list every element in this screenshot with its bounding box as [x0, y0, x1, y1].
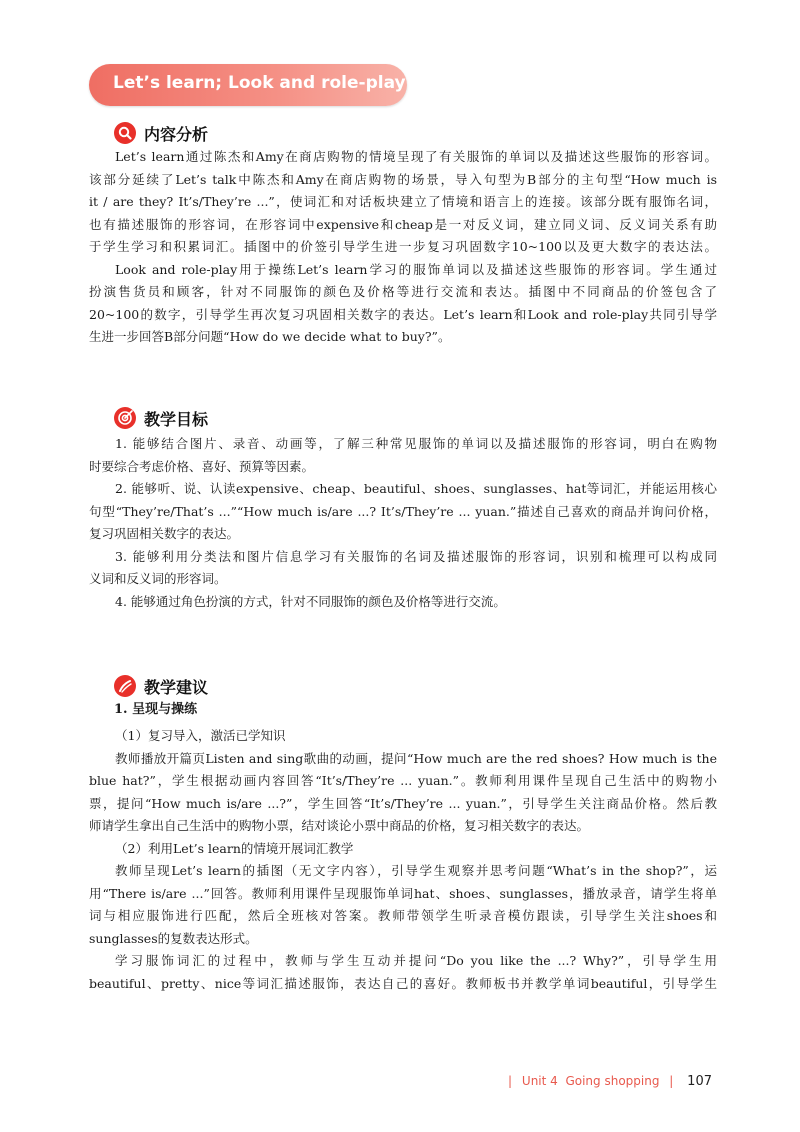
suggestion-line: 学习服饰词汇的过程中，教师与学生互动并提问“Do you like the ...? Why?”，引导学生用	[115, 953, 717, 968]
suggestion-line: 教师呈现Let’s learn的插图（无文字内容），引导学生观察并思考问题“What’s in the shop?”，运	[115, 863, 717, 878]
objective-line: 义词和反义词的形容词。	[89, 571, 227, 586]
objective-line: 时要综合考虑价格、喜好、预算等因素。	[89, 458, 315, 474]
objective-line: 句型“They’re/That’s ...”“How much is/are ...? It’s/They’re ... yuan.”描述自己喜欢的商品并询问价格，	[89, 503, 717, 519]
analysis-line: 生进一步回答B部分问题“How do we decide what to buy?”。	[89, 329, 451, 344]
suggestions-title: 教学建议	[144, 677, 209, 697]
objectives-body	[89, 433, 717, 613]
suggestion-line: （1）复习导入，激活已学知识	[115, 728, 286, 743]
page-footer	[0, 1074, 712, 1089]
footer-separator: |	[508, 1074, 513, 1088]
analysis-line: Let’s learn通过陈杰和Amy在商店购物的情境呈现了有关服饰的单词以及描述这些服饰的形容词。	[115, 149, 717, 164]
suggestions-heading	[114, 674, 208, 698]
page-number: 107	[687, 1074, 712, 1089]
suggestion-line: 词与相应服饰进行匹配，然后全班核对答案。教师带领学生听录音模仿跟读，引导学生关注shoes和	[89, 908, 717, 923]
objective-line: 3. 能够利用分类法和图片信息学习有关服饰的名词及描述服饰的形容词，识别和梳理可以构成同	[115, 548, 717, 564]
objective-line: 2. 能够听、说、认读expensive、cheap、beautiful、shoes、sunglasses、hat等词汇，并能运用核心	[115, 481, 717, 496]
analysis-line: 扮演售货员和顾客，针对不同服饰的颜色及价格等进行交流和表达。插图中不同商品的价签包含了	[89, 284, 717, 299]
analysis-line: 也有描述服饰的形容词，在形容词中expensive和cheap是一对反义词，建立同义词、反义词关系有助	[89, 216, 717, 232]
suggestion-line: sunglasses的复数表达形式。	[89, 930, 258, 946]
suggestion-line: 师请学生拿出自己生活中的购物小票，结对谈论小票中商品的价格，复习相关数字的表达。	[89, 818, 590, 833]
footer-unit-title: Going shopping	[565, 1074, 660, 1088]
analysis-body	[89, 146, 717, 349]
suggestions-body	[89, 725, 717, 995]
footer-unit	[522, 1074, 660, 1088]
target-icon	[114, 407, 136, 429]
footer-unit-label: Unit 4	[521, 1074, 558, 1088]
suggestion-line: blue hat?”，学生根据动画内容回答“It’s/They’re ... yuan.”。教师利用课件呈现自己生活中的购物小	[89, 773, 717, 788]
objective-line: 复习巩固相关数字的表达。	[89, 526, 240, 541]
banner-title: Let’s learn; Look and role-play	[113, 73, 406, 93]
suggestion-line: 用“There is/are ...”回答。教师利用课件呈现服饰单词hat、shoes、sunglasses，播放录音，请学生将单	[89, 885, 717, 901]
footer-separator: |	[669, 1074, 674, 1088]
analysis-line: 该部分延续了Let’s talk中陈杰和Amy在商店购物的场景，导入句型为B部分的主句型“How much is	[89, 171, 717, 187]
suggestion-line: （2）利用Let’s learn的情境开展词汇教学	[115, 840, 354, 856]
objectives-title: 教学目标	[144, 409, 209, 429]
suggestions-subheading: 1. 呈现与操练	[114, 702, 198, 717]
suggestion-line: beautiful、pretty、nice等词汇描述服饰，表达自己的喜好。教师板书并教学单词beautiful，引导学生	[89, 975, 717, 991]
analysis-title: 内容分析	[144, 124, 209, 144]
objective-line: 1. 能够结合图片、录音、动画等，了解三种常见服饰的单词以及描述服饰的形容词，明白在购物	[115, 436, 717, 451]
analysis-line: Look and role-play用于操练Let’s learn学习的服饰单词以及描述这些服饰的形容词。学生通过	[115, 261, 717, 277]
magnifier-icon	[114, 122, 136, 144]
pen-icon	[114, 675, 136, 697]
suggestion-line: 教师播放开篇页Listen and sing歌曲的动画，提问“How much are the red shoes? How much is the	[115, 750, 717, 766]
section-banner	[89, 64, 407, 106]
objectives-heading	[114, 406, 208, 430]
analysis-line: 于学生学习和积累词汇。插图中的价签引导学生进一步复习巩固数字10~100以及更大数字的表达法。	[89, 239, 717, 254]
objective-line: 4. 能够通过角色扮演的方式，针对不同服饰的颜色及价格等进行交流。	[115, 593, 506, 609]
analysis-heading	[114, 121, 208, 145]
suggestion-line: 票，提问“How much is/are ...?”，学生回答“It’s/They’re ... yuan.”，引导学生关注商品价格。然后教	[89, 795, 717, 811]
analysis-line: 20~100的数字，引导学生再次复习巩固相关数字的表达。Let’s learn和Look and role-play共同引导学	[89, 306, 717, 322]
analysis-line: it / are they? It’s/They’re ...”，使词汇和对话板块建立了情境和语言上的连接。该部分既有服饰名词，	[89, 194, 717, 209]
